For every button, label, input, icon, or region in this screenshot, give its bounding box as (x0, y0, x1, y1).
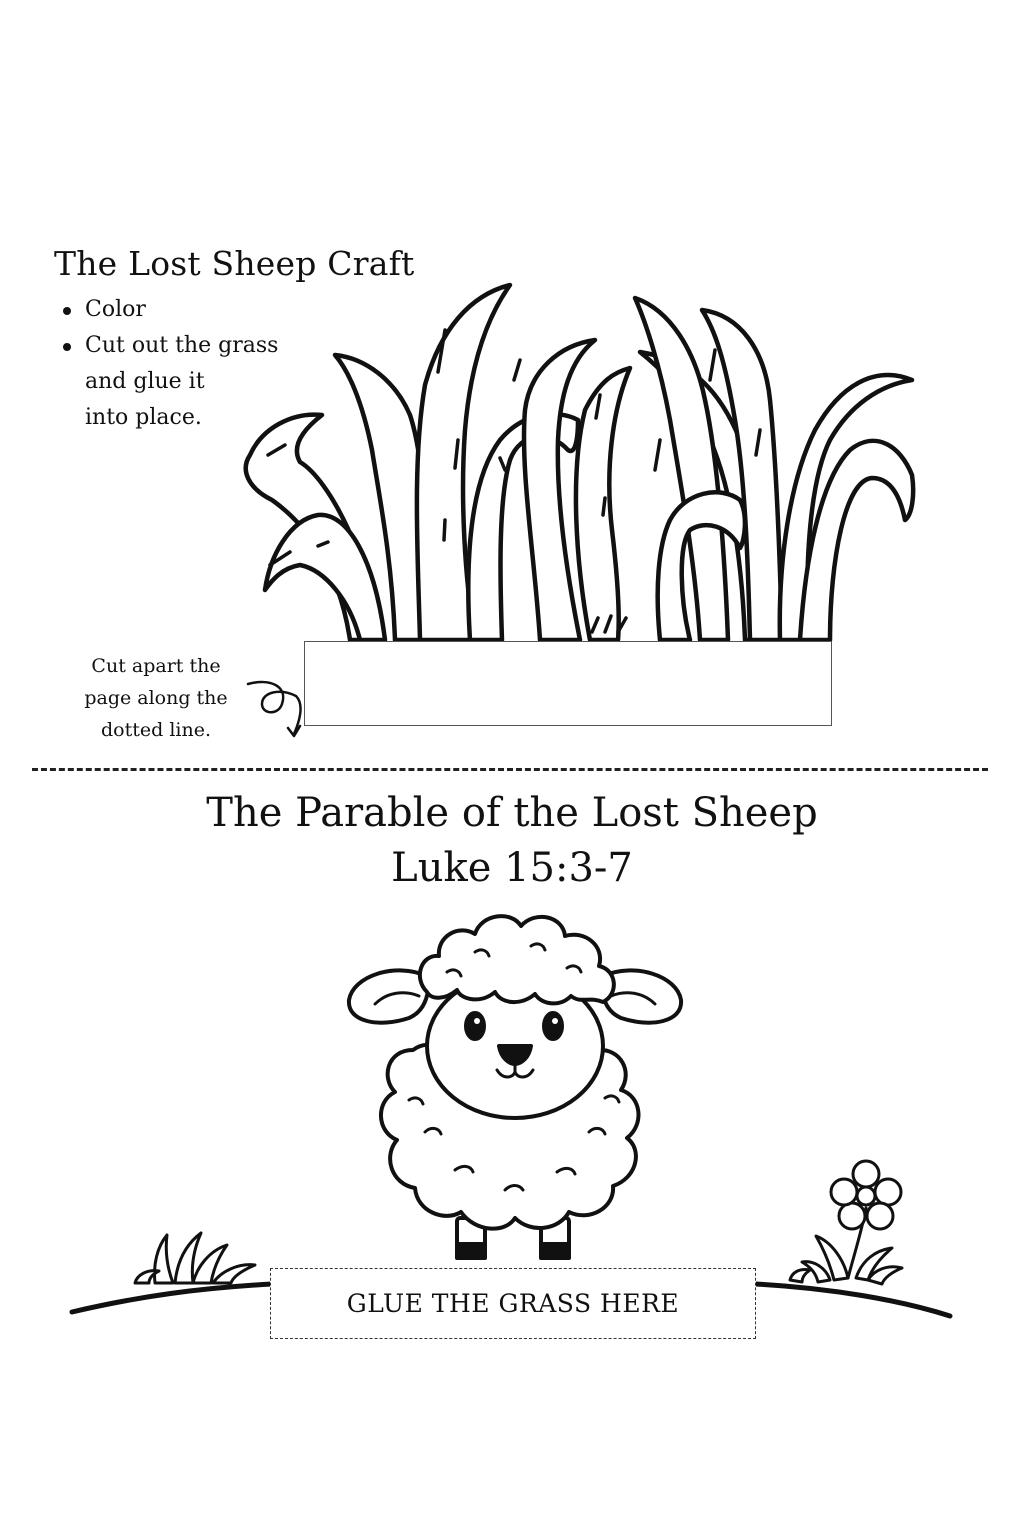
scripture-reference: Luke 15:3-7 (391, 845, 633, 891)
glue-area (270, 1268, 756, 1339)
instruction-text: Cut out the grass (85, 333, 279, 358)
instruction-text: Color (85, 297, 146, 322)
story-title: The Parable of the Lost Sheep (206, 790, 818, 836)
craft-title: The Lost Sheep Craft (54, 244, 415, 283)
cut-note-line: dotted line. (101, 719, 211, 741)
cut-note-line: page along the (84, 687, 228, 709)
sheep-illustration (335, 900, 695, 1260)
cut-note-line: Cut apart the (91, 655, 221, 677)
instruction-text: and glue it (85, 369, 205, 394)
glue-label: GLUE THE GRASS HERE (346, 1289, 680, 1318)
instruction-text: into place. (85, 405, 202, 430)
flower-icon (770, 1150, 930, 1300)
grass-tuft-icon (115, 1225, 275, 1305)
